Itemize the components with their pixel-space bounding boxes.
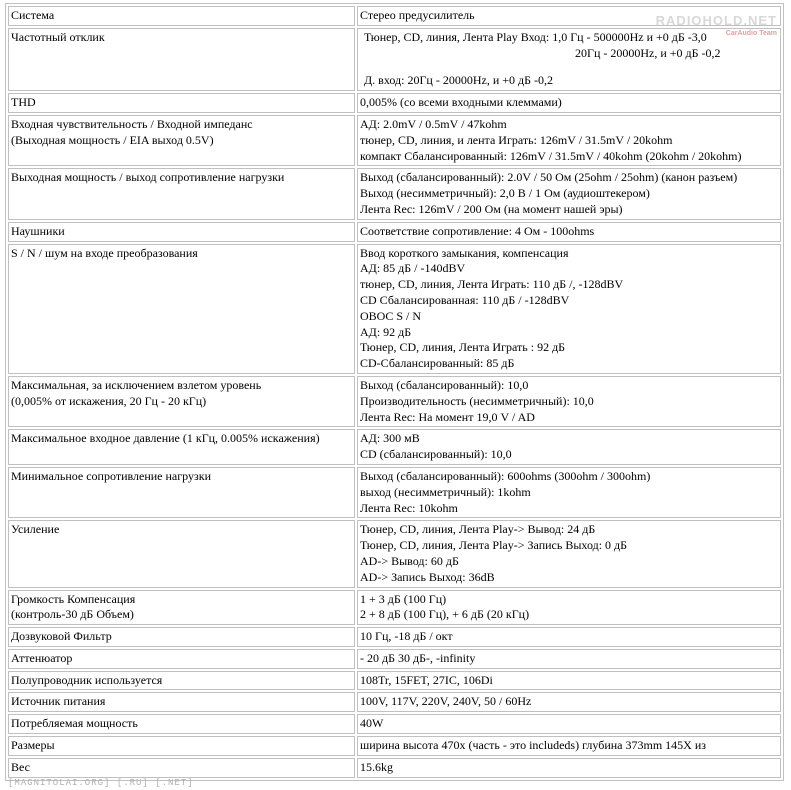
row-value-text: 0,005% (со всеми входными клеммами)	[360, 95, 562, 110]
row-value-text: AD-> Вывод: 60 дБ	[360, 553, 459, 568]
row-label-text: Наушники	[11, 223, 65, 238]
row-value	[357, 429, 781, 465]
row-label-text: Дозвуковой Фильтр	[11, 629, 112, 644]
row-value-text: 20Гц - 20000Hz, и +0 дБ -0,2	[575, 45, 721, 60]
row-label	[8, 93, 355, 113]
row-label-text: Громкость Компенсация	[11, 591, 136, 606]
row-label	[8, 520, 355, 587]
row-value	[357, 244, 781, 374]
row-value-text: АД: 92 дБ	[360, 324, 412, 339]
row-label-text: (контроль-30 дБ Объем)	[11, 607, 134, 622]
row-value-text: Тюнер, CD, линия, Лента Играть : 92 дБ	[360, 340, 566, 355]
row-label	[8, 222, 355, 242]
row-label-text: Частотный отклик	[11, 29, 105, 44]
row-value	[357, 520, 781, 587]
row-label-text: Полупроводник используется	[11, 672, 163, 687]
row-value	[357, 692, 781, 712]
row-label-text: Потребляемая мощность	[11, 716, 138, 731]
row-value-text: CD Сбалансированная: 110 дБ / -128dBV	[360, 292, 570, 307]
row-value	[357, 168, 781, 219]
row-label-text: Вес	[11, 759, 30, 774]
row-label	[8, 376, 355, 427]
row-label-text: Входная чувствительность / Входной импеданс	[11, 116, 253, 131]
row-value-text: Лента Rec: На момент 19,0 V / AD	[360, 409, 535, 424]
table-row	[8, 671, 781, 691]
row-value	[357, 649, 781, 669]
row-value	[357, 736, 781, 756]
row-label-text: (Выходная мощность / EIA выход 0.5V)	[11, 132, 214, 147]
row-value-text: АД: 85 дБ / -140dBV	[360, 261, 466, 276]
watermark-logo	[656, 14, 777, 40]
table-row	[8, 168, 781, 219]
row-value-text: компакт Сбалансированный: 126mV / 31.5mV / 40kohm (20kohm / 20kohm)	[360, 148, 742, 163]
row-value	[357, 671, 781, 691]
row-value-text: АД: 2.0mV / 0.5mV / 47kohm	[360, 116, 507, 131]
table-row	[8, 758, 781, 778]
row-label	[8, 649, 355, 669]
row-value	[357, 222, 781, 242]
row-label	[8, 627, 355, 647]
row-label-text: Аттенюатор	[11, 650, 73, 665]
row-value-text: Соответствие сопротивление: 4 Ом - 100ohms	[360, 223, 595, 238]
row-label-text: THD	[11, 95, 36, 110]
row-label	[8, 168, 355, 219]
row-value-text: Тюнер, CD, линия, Лента Play-> Вывод: 24 дБ	[360, 522, 596, 537]
row-label	[8, 758, 355, 778]
table-row	[8, 222, 781, 242]
row-value-text: тюнер, CD, линия, Лента Играть: 110 дБ /, -128dBV	[360, 277, 624, 292]
table-row	[8, 714, 781, 734]
row-value	[357, 590, 781, 626]
footer-watermark: [MAGNITOLAI.ORG] [.RU] [.NET]	[8, 778, 194, 788]
watermark-subtext: CarAudio Team	[725, 30, 777, 37]
row-label-text: Максимальная, за исключением взлетом уровень	[11, 377, 262, 392]
row-label-text: Выходная мощность / выход сопротивление нагрузки	[11, 170, 285, 185]
row-value	[357, 93, 781, 113]
row-value-text: выход (несимметричный): 1kohm	[360, 484, 531, 499]
row-value	[357, 627, 781, 647]
row-value-text: 15.6kg	[360, 759, 393, 774]
row-label-text: Усиление	[11, 522, 60, 537]
row-value-text: Д. вход: 20Гц - 20000Hz, и +0 дБ -0,2	[364, 73, 554, 88]
row-value-text: OBOC S / N	[360, 308, 422, 323]
row-label	[8, 115, 355, 166]
row-value-text: Производительность (несимметричный): 10,0	[360, 393, 594, 408]
table-row	[8, 467, 781, 518]
table-row	[8, 627, 781, 647]
row-value-text: Выход (несимметричный): 2,0 В / 1 Ом (аудиоштекером)	[360, 186, 650, 201]
row-value-text: CD-Сбалансированный: 85 дБ	[360, 356, 515, 371]
row-label-text: Максимальное входное давление (1 кГц, 0.005% искажения)	[11, 431, 320, 446]
row-value-text: 108Tr, 15FET, 27IC, 106Di	[360, 672, 493, 687]
row-value	[357, 376, 781, 427]
row-label	[8, 692, 355, 712]
table-row	[8, 429, 781, 465]
row-value-text: Выход (сбалансированный): 10,0	[360, 377, 529, 392]
row-label	[8, 590, 355, 626]
table-row	[8, 376, 781, 427]
row-value	[357, 115, 781, 166]
row-value-text: ширина высота 470x (часть - это includeds) глубина 373mm 145X из	[360, 738, 706, 753]
watermark-text: RADIOHOLD.NET	[655, 13, 777, 28]
row-value-text: Ввод короткого замыкания, компенсация	[360, 245, 569, 260]
row-value-text: 1 + 3 дБ (100 Гц)	[360, 591, 447, 606]
row-label	[8, 671, 355, 691]
row-value-text: CD (сбалансированный): 10,0	[360, 447, 512, 462]
row-value-text: 10 Гц, -18 дБ / окт	[360, 629, 453, 644]
row-label-text: (0,005% от искажения, 20 Гц - 20 кГц)	[11, 393, 207, 408]
table-row	[8, 520, 781, 587]
row-value-text: Лента Rec: 10kohm	[360, 500, 458, 515]
row-label	[8, 244, 355, 374]
row-value-text: 40W	[360, 716, 384, 731]
row-value-text: Тюнер, CD, линия, Лента Play Вход: 1,0 Гц - 500000Hz и +0 дБ -3,0	[364, 29, 707, 44]
row-value-text: - 20 дБ 30 дБ-, -infinity	[360, 650, 476, 665]
row-value	[357, 714, 781, 734]
row-label-text: Система	[11, 8, 55, 22]
row-value-text: AD-> Запись Выход: 36dB	[360, 569, 495, 584]
table-row	[8, 736, 781, 756]
row-label-text: Размеры	[11, 738, 55, 753]
table-row	[8, 649, 781, 669]
row-label	[8, 6, 355, 26]
row-value-text: АД: 300 мВ	[360, 431, 420, 446]
table-row	[8, 115, 781, 166]
row-value-text: Стерео предусилитель	[360, 8, 475, 22]
table-row	[8, 692, 781, 712]
row-value-text: 100V, 117V, 220V, 240V, 50 / 60Hz	[360, 694, 532, 709]
row-value-text: Тюнер, CD, линия, Лента Play-> Запись Выход: 0 дБ	[360, 538, 628, 553]
row-label	[8, 429, 355, 465]
row-value-text: Выход (сбалансированный): 600ohms (300ohm / 300ohm)	[360, 468, 651, 483]
row-value-text: 2 + 8 дБ (100 Гц), + 6 дБ (20 кГц)	[360, 607, 530, 622]
spec-table	[5, 3, 784, 781]
row-label	[8, 736, 355, 756]
row-value	[357, 467, 781, 518]
table-row	[8, 93, 781, 113]
row-label	[8, 467, 355, 518]
row-value-text: Лента Rec: 126mV / 200 Ом (на момент нашей эры)	[360, 201, 623, 216]
table-row	[8, 590, 781, 626]
row-value-text: Выход (сбалансированный): 2.0V / 50 Ом (25ohm / 25ohm) (канон разъем)	[360, 170, 738, 185]
row-value	[357, 758, 781, 778]
row-label-text: S / N / шум на входе преобразования	[11, 245, 198, 260]
table-row	[8, 244, 781, 374]
row-label	[8, 714, 355, 734]
row-label	[8, 28, 355, 91]
row-label-text: Источник питания	[11, 694, 106, 709]
row-label-text: Минимальное сопротивление нагрузки	[11, 468, 211, 483]
row-value-text: тюнер, CD, линия, и лента Играть: 126mV / 31.5mV / 20kohm	[360, 132, 673, 147]
